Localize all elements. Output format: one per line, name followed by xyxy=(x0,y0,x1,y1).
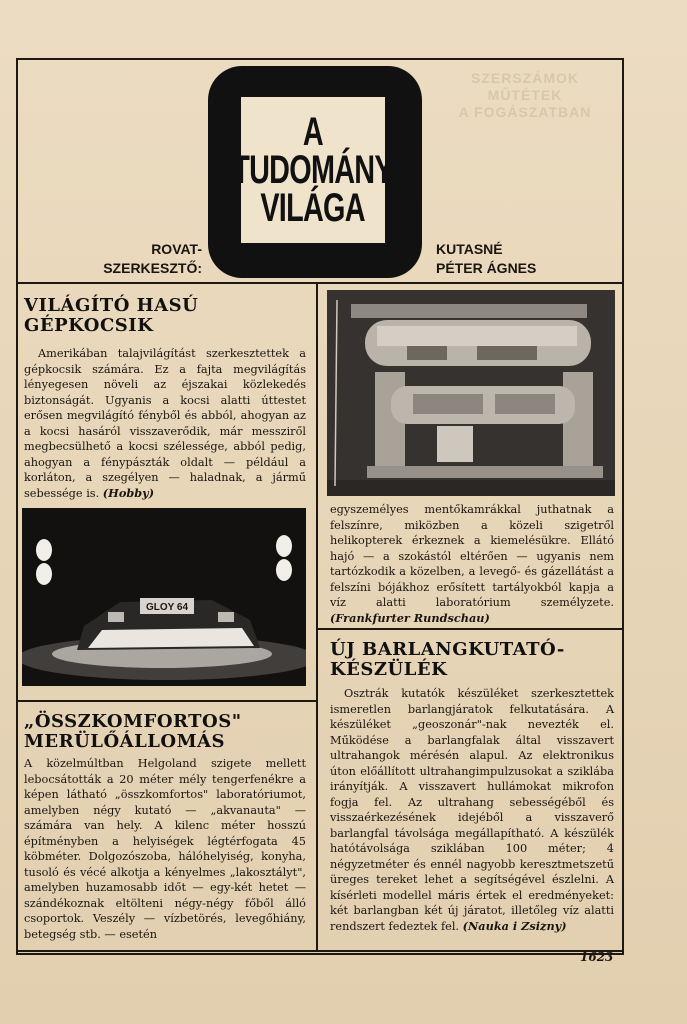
article3-title-line-1: ÚJ BARLANGKUTATÓ- xyxy=(330,639,565,660)
article1-body-text: Amerikában talajvilágítást szerkesztettek a gépkocsik számára. Ez a fajta megvilágítás lényegesen növeli az éjszakai közlekedés biztonságát. Ugyanis a kocsi alatti úttestet erősen megvilágító fényből és abból, ahogyan az a kocsi hasáról visszaverődik, már messziről megbecsülhető a kocsi szélessége, abból pedig, ahogyan a fénypászták oldalt — például a korláton, a szegélyen — haladnak, a jármű sebessége is. xyxy=(24,347,306,500)
section-logo xyxy=(208,66,422,278)
divider-right-mid xyxy=(318,628,622,630)
editor-label-line-1: ROVAT- xyxy=(151,241,202,257)
article1-title-line-1: VILÁGÍTÓ HASÚ xyxy=(24,295,199,316)
editor-label-line-2: SZERKESZTŐ: xyxy=(103,260,202,276)
article2-body xyxy=(24,756,306,942)
article1-body xyxy=(24,346,306,501)
article3-title-line-2: KÉSZÜLÉK xyxy=(330,659,448,680)
editor-name-line-1: KUTASNÉ xyxy=(436,241,503,257)
page-number: 1623 xyxy=(580,950,614,964)
underwater-lab-photo xyxy=(327,290,615,496)
article3-body-text: Osztrák kutatók készüléket szerkesztettek ismeretlen barlangjáratok felkutatására. A készüléket „geoszonár"-nak nevezték el. Működése a barlangfalak által visszavert ultrahangok mérésén alapul. Az elektronikus úton előállított ultrahangimpulzusokat a sziklába irányítják. A visszavert hullámokat mikrofon fogja fel. Az ultrahang sebességéből és visszaérkezésének idejéből a visszaverő barlangfal távolsága megállapítható. A készülék hatótávolsága sziklában 100 méter; 4 négyzetméter és ennél nagyobb keresztmetszetű üreges tereket lehet a segítségével észlelni. A kísérleti modellel máris értek el eredményeket: két barlangban két új járatot, illetőleg víz alatti rendszert fedeztek fel. xyxy=(330,687,614,933)
article2-title-line-1: „ÖSSZKOMFORTOS" xyxy=(24,711,242,732)
article3-headline xyxy=(330,640,620,680)
column-divider xyxy=(316,282,318,952)
header-divider xyxy=(16,282,622,284)
license-plate: GLOY 64 xyxy=(145,602,189,613)
article3-source: (Nauka i Zsizny) xyxy=(462,918,567,933)
editor-name-line-2: PÉTER ÁGNES xyxy=(436,260,537,276)
bleed-through-text: SZERSZÁMOK MŰTÉTEK A FOGÁSZATBAN xyxy=(458,70,592,120)
editor-label xyxy=(92,240,202,278)
underwater-lab-illustration xyxy=(327,290,615,496)
bottom-rule xyxy=(16,950,622,952)
article1-source: (Hobby) xyxy=(102,485,155,500)
car-night-photo xyxy=(22,508,306,686)
article2-continuation xyxy=(330,502,614,626)
section-logo-inner xyxy=(232,94,394,246)
logo-line-3: VILÁGA xyxy=(260,186,366,230)
article1-headline xyxy=(24,296,314,336)
article2-body-text: A közelmúltban Helgoland szigete mellett lebocsátották a 20 méter mély tengerfenékre a képen látható „összkomfortos" laboratóriumot, amelyben négy kutató — „akvanauta" — számára van hely. A kilenc méter hosszú építményben a helyiségek légtérfogata 45 köbméter. Dolgozószoba, hálóhelyiség, konyha, tusoló és vécé alkotja a kényelmes „lakosztályt", amelyben huzamosabb időt — egy-két hetet — szándékoznak eltölteni négy-négy főből álló csoportok. Veszély — vízbetörés, levegőhiány, betegség stb. — esetén xyxy=(24,757,306,941)
editor-name xyxy=(436,240,596,278)
car-night-illustration xyxy=(22,508,306,686)
article2-source: (Frankfurter Rundschau) xyxy=(330,610,490,625)
divider-left-photo-bottom xyxy=(16,700,318,702)
article2-headline xyxy=(24,712,314,752)
logo-line-1: A xyxy=(302,110,324,154)
article2-title-line-2: MERÜLŐÁLLOMÁS xyxy=(24,731,225,752)
article3-body xyxy=(330,686,614,934)
article2-continuation-text: egyszemélyes mentőkamrákkal juthatnak a felszínre, miközben a közeli szigetről helikopterek érkeznek a kiemelésükre. Ellátó hajó — a szokástól eltérően — ugyanis nem tartózkodik a közelben, a levegő- és gázellátást a felszíni bójákhoz erősített tartályokból kapja a víz alatti laboratórium személyzete. xyxy=(330,503,614,609)
logo-line-2: TUDOMÁNY xyxy=(232,148,394,192)
article1-title-line-2: GÉPKOCSIK xyxy=(24,315,154,336)
